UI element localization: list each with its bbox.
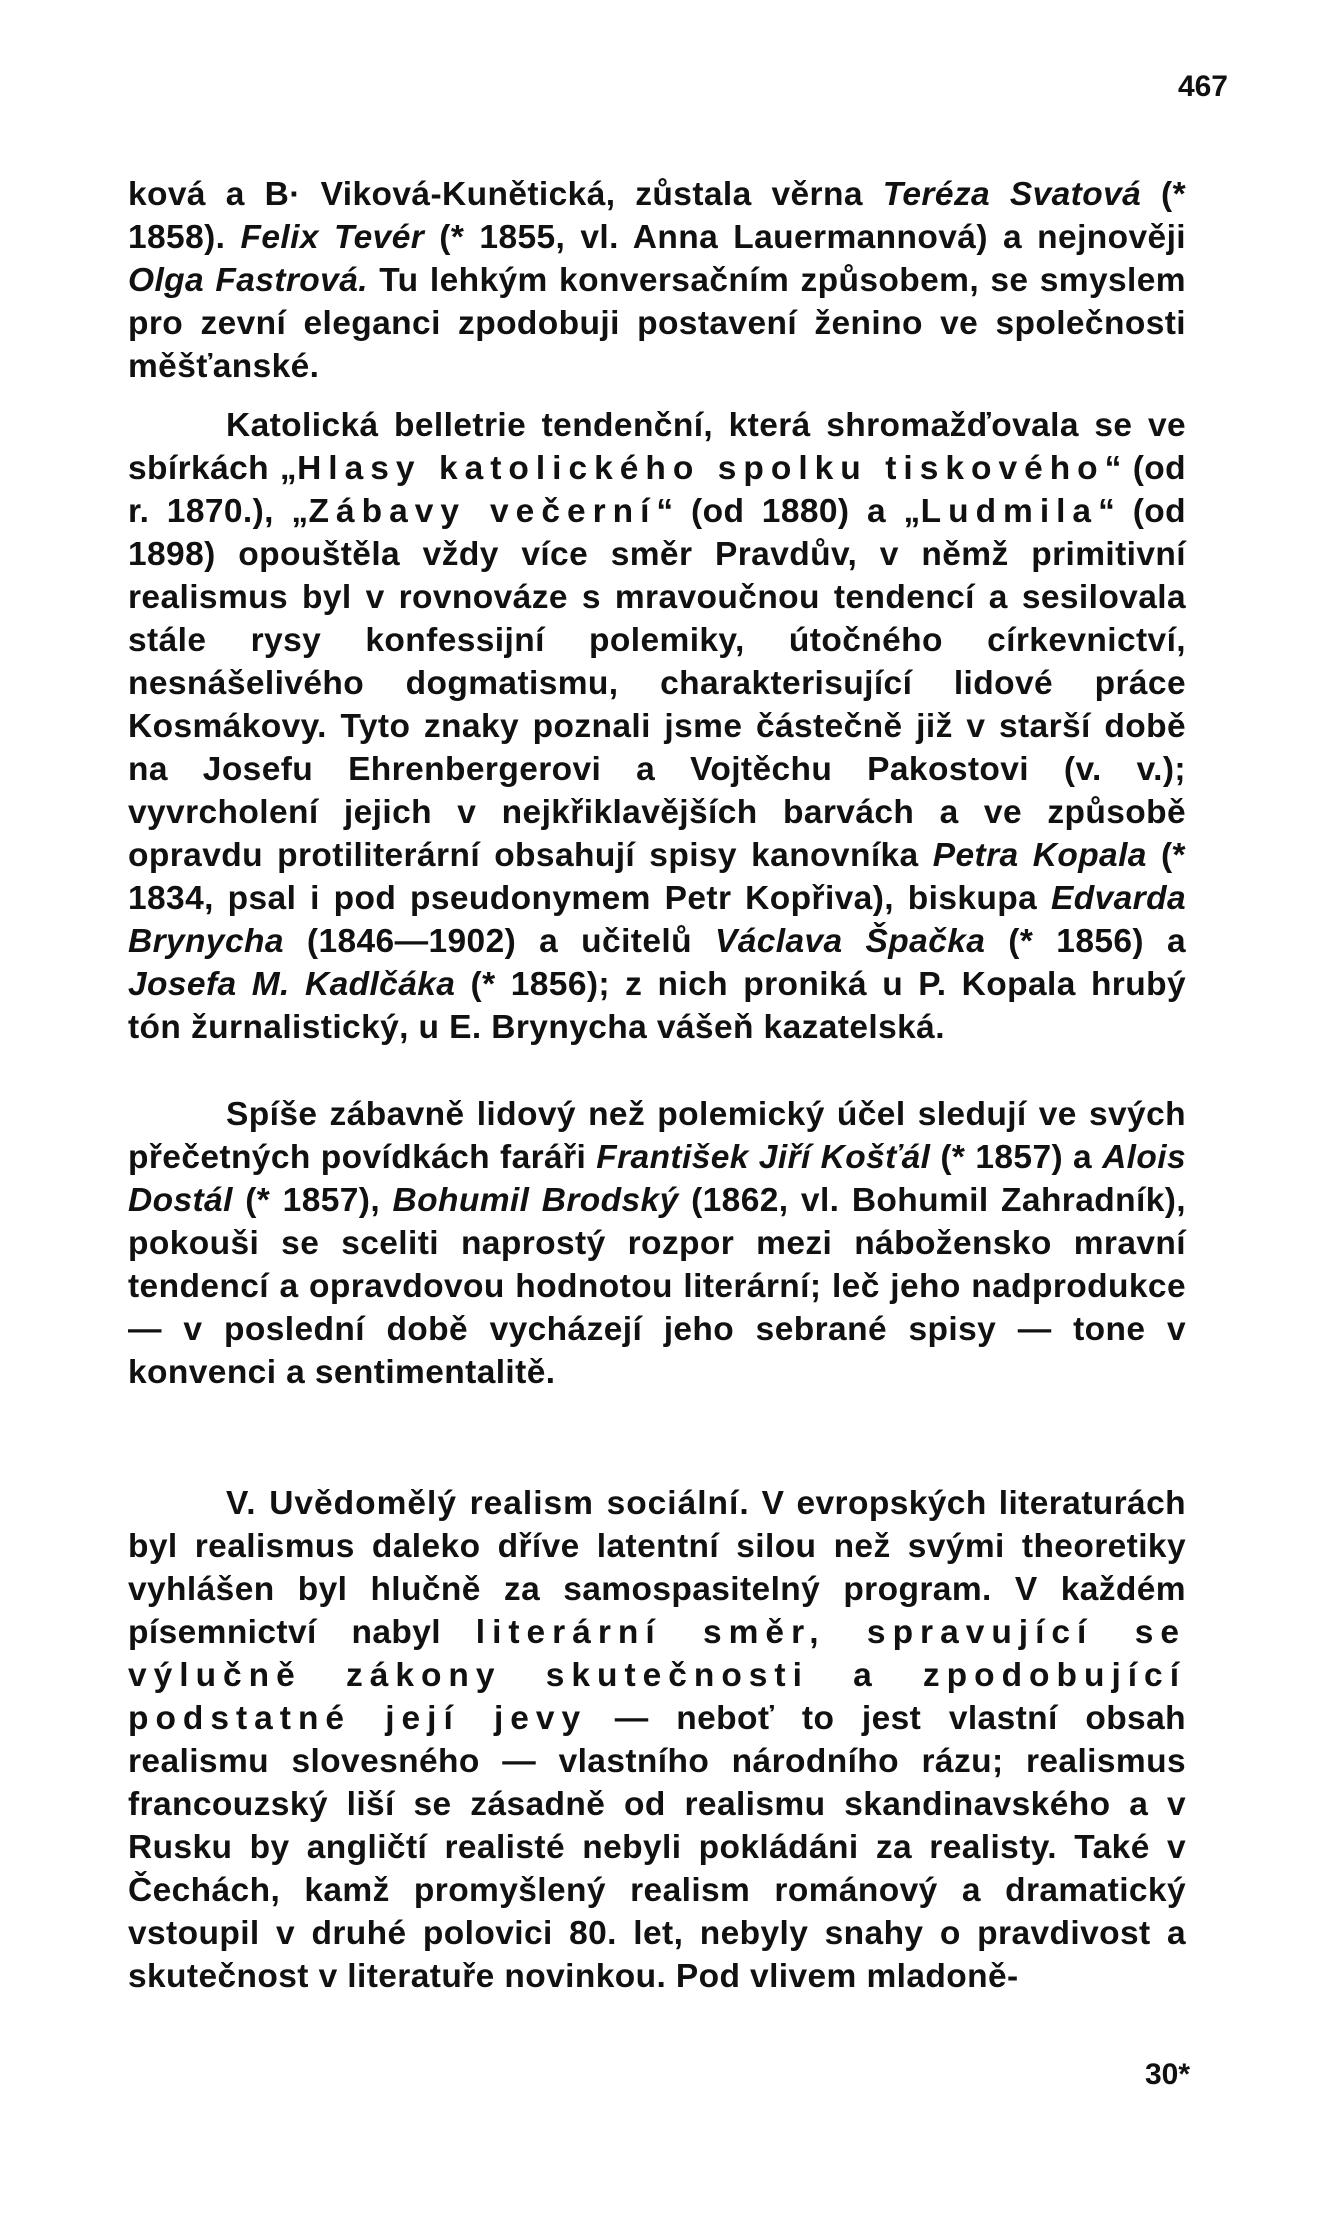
text-run: (* 1858). [128, 176, 1187, 256]
text-run: (1862, vl. Bohumil Zahradník), pokouši se sceliti naprostý rozpor mezi nábožensko mravní tendencí a opravdovou hodnotou literární; leč jeho nadprodukce — v poslední době vycházejí jeho sebrané spisy — tone v konvenci a sentimentalitě. [128, 1182, 1187, 1391]
text-run: (* 1857), [232, 1182, 393, 1219]
author-name: Bohumil Brodský [392, 1182, 679, 1219]
author-name: Petra Kopala [932, 837, 1147, 874]
author-name: Olga Fastrová. [128, 262, 368, 299]
spaced-title: Ludmila [920, 493, 1099, 530]
author-name: Václava Špačka [714, 923, 986, 960]
text-run: (* 1856); z nich proniká u P. Kopala hrubý tón žurnalistický, u E. Brynycha vášeň kazatelská. [128, 966, 1186, 1046]
spaced-title: Zábavy večerní [308, 493, 657, 530]
signature-mark: 30* [1144, 2058, 1190, 2091]
author-name: Alois Dostál [128, 1139, 1186, 1219]
page-number: 467 [1177, 70, 1228, 103]
text-run: “ (od r. 1870.), „ [128, 450, 1187, 530]
author-name: Felix Tevér [240, 219, 425, 256]
paragraph-2 [128, 404, 1186, 1049]
text-run: Katolická belletrie tendenční, která shromažďovala se ve sbírkách „ [128, 407, 1186, 487]
author-name: Edvarda Brynycha [128, 880, 1186, 960]
paragraph-4 [128, 1482, 1186, 1998]
text-run: Spíše zábavně lidový než polemický účel sledují ve svých přečetných povídkách faráři [128, 1096, 1186, 1176]
text-run: ková a B· Viková-Kunětická, zůstala věrna [128, 176, 883, 213]
text-run: “ (od 1898) opouštěla vždy více směr Pravdův, v němž primitivní realismus byl v rovnováze s mravoučnou tendencí a sesilovala stále rysy konfessijní polemiky, útočného církevnictví, nesnášelivého dogmatismu, charakterisující lidové práce Kosmákovy. Tyto znaky poznali jsme částečně již v starší době na Josefu Ehrenbergerovi a Vojtěchu Pakostovi (v. v.); vyvrcholení jejich v nejkřiklavějších barvách a ve způsobě opravdu protiliterární obsahují spisy kanovníka [128, 493, 1186, 874]
section-heading: V. Uvědomělý realism sociální. [226, 1485, 750, 1522]
spaced-emphasis: literární směr, spravující se výlučně zákony skutečnosti a zpodobující podstatné její jevy [128, 1614, 1186, 1737]
author-name: Teréza Svatová [882, 176, 1142, 213]
page-body [128, 173, 1186, 1998]
text-run: (* 1857) a [930, 1139, 1103, 1176]
text-run: V evropských literaturách byl realismus daleko dříve latentní silou než svými theoretiky vyhlášen byl hlučně za samospasitelný program. V každém písemnictví nabyl [128, 1485, 1186, 1651]
text-run: (* 1834, psal i pod pseudonymem Petr Kopřiva), biskupa [128, 837, 1186, 917]
text-run: Tu lehkým konversačním způsobem, se smyslem pro zevní eleganci zpodobuji postavení ženino ve společnosti měšťanské. [128, 262, 1186, 385]
text-run: (1846—1902) a učitelů [283, 923, 715, 960]
author-name: František Jiří Košťál [596, 1139, 931, 1176]
spaced-title: Hlasy katolického spolku tiskového [297, 450, 1105, 487]
paragraph-3 [128, 1093, 1186, 1394]
text-run: (* 1855, vl. Anna Lauermannová) a nejnověji [424, 219, 1186, 256]
paragraph-1 [128, 173, 1186, 388]
text-run: — neboť to jest vlastní obsah realismu slovesného — vlastního národního rázu; realismus francouzský liší se zásadně od realismu skandinavského a v Rusku by angličtí realisté nebyli pokládáni za realisty. Také v Čechách, kamž promyšlený realism románový a dramatický vstoupil v druhé polovici 80. let, nebyly snahy o pravdivost a skutečnost v literatuře novinkou. Pod vlivem mladoně- [128, 1700, 1186, 1995]
text-run: “ (od 1880) a „ [656, 493, 921, 530]
author-name: Josefa M. Kadlčáka [128, 966, 456, 1003]
text-run: (* 1856) a [985, 923, 1187, 960]
